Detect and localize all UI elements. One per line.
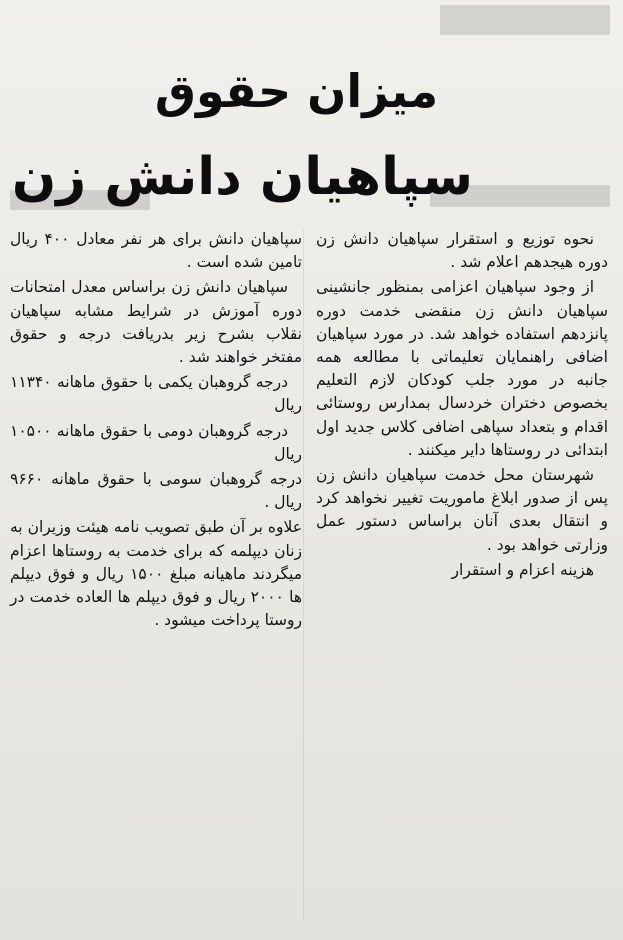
- left-paragraph-3: درجه گروهبان یکمی با حقوق ماهانه ۱۱۳۴۰ ریال: [10, 373, 302, 415]
- left-paragraph-4: درجه گروهبان دومی با حقوق ماهانه ۱۰۵۰۰ ریال: [10, 421, 302, 463]
- right-paragraph-1: نحوه توزیع و استقرار سپاهیان دانش زن دوره هیجدهم اعلام شد .: [316, 230, 608, 272]
- right-column: [316, 228, 608, 928]
- right-paragraph-4: هزینه اعزام و استقرار: [451, 560, 594, 579]
- headline-line-2: سپاهیان دانش زن: [11, 147, 473, 208]
- left-column: [10, 228, 302, 928]
- headline: [11, 61, 473, 231]
- left-paragraph-2: سپاهیان دانش زن براساس معدل امتحانات دوره آموزش در شرایط مشابه سپاهیان نقلاب بشرح زیر بدریافت درجه و حقوق مفتخر خواهند شد .: [10, 278, 302, 367]
- right-paragraph-2: از وجود سپاهیان اعزامی بمنظور جانشینی سپاهیان دانش زن منقضی خدمت دوره پانزدهم استفاده خواهد شد. در مورد سپاهیان اضافی راهنمایان تعلیماتی با مطالعه همه جانبه در مورد جلب کودکان لازم التعلیم بخصوص دختران خردسال بمدارس روستائی اقدام و بتعداد سپاهی اضافی کلاس جدید اول ابتدائی در روستاها دایر میکنند .: [316, 278, 608, 459]
- left-paragraph-5: درجه گروهبان سومی با حقوق ماهانه ۹۶۶۰ ریال .: [10, 470, 302, 512]
- left-paragraph-1: سپاهیان دانش برای هر نفر معادل ۴۰۰ ریال تامین شده است .: [10, 230, 302, 272]
- headline-line-1: میزان حقوق: [154, 64, 439, 119]
- left-paragraph-6: علاوه بر آن طبق تصویب نامه هیئت وزیران به زنان دیپلمه که برای خدمت به روستاها اعزام میگردند ماهیانه مبلغ ۱۵۰۰ ریال و فوق دیپلم ها ۲۰۰۰ ریال و فوق دیپلم ها العاده خدمت در روستا پرداخت میشود .: [10, 518, 303, 630]
- article-body: [10, 228, 608, 928]
- right-paragraph-3: شهرستان محل خدمت سپاهیان دانش زن پس از صدور ابلاغ ماموریت تغییر نخواهد کرد و انتقال بعدی آنان براساس دستور عمل وزارتی خواهد بود .: [316, 466, 608, 554]
